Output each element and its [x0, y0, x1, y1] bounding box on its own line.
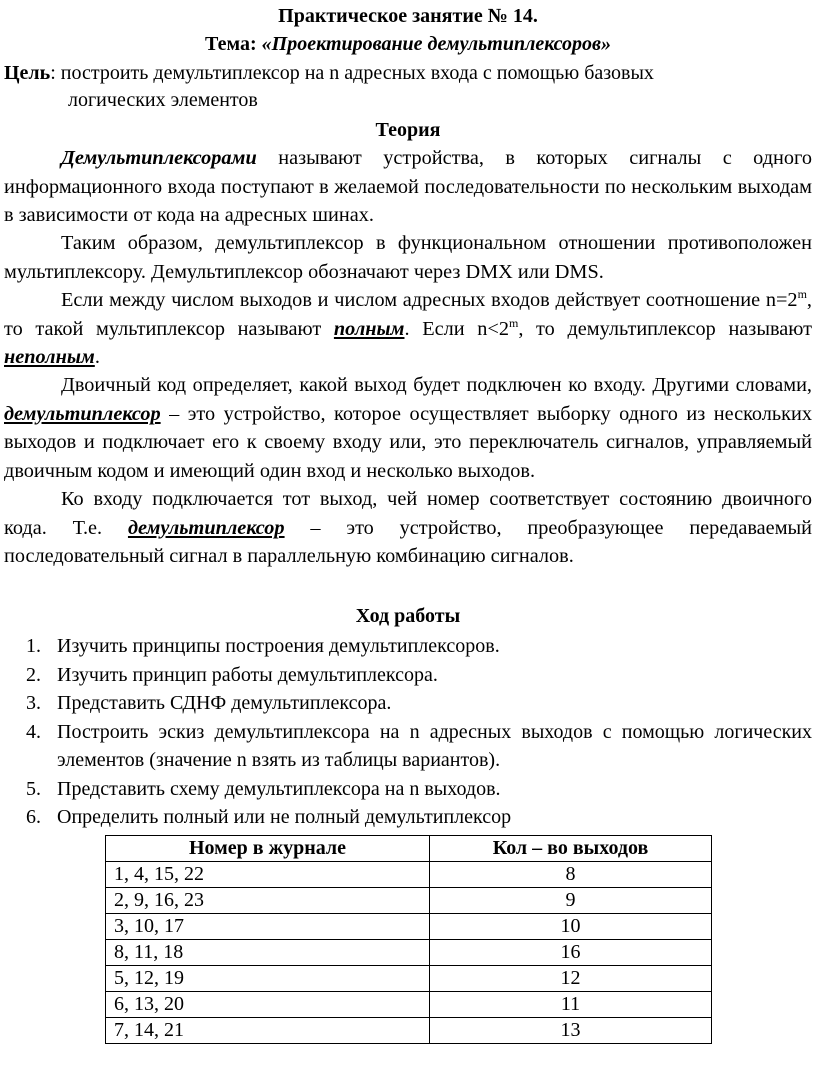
list-item — [4, 718, 812, 775]
term-partial: неполным — [4, 346, 95, 368]
goal-text: : построить демультиплексор на n адресных входа с помощью базовых — [50, 62, 654, 84]
list-item-text: Изучить принцип работы демультиплексора. — [57, 663, 438, 686]
table-cell: 2, 9, 16, 23 — [106, 888, 430, 914]
list-item-number: 3. — [26, 692, 41, 714]
table-header-row — [106, 836, 712, 862]
goal-label: Цель — [4, 62, 51, 84]
list-item — [4, 775, 812, 804]
superscript-m: m — [797, 287, 807, 302]
column-header-journal-number: Номер в журнале — [106, 836, 430, 862]
paragraph-text: , то такой мультиплексор называют — [4, 289, 812, 340]
table-cell: 5, 12, 19 — [106, 966, 430, 992]
table-cell: 16 — [430, 940, 712, 966]
list-item-text: Определить полный или не полный демультиплексор — [57, 806, 512, 828]
paragraph-serial-parallel — [4, 485, 812, 571]
theme-label: Тема — [205, 33, 250, 55]
theory-heading: Теория — [375, 119, 441, 141]
goal-text-continued: логических элементов — [68, 89, 258, 111]
paragraph-full-partial — [4, 286, 812, 372]
table-cell: 13 — [430, 1018, 712, 1044]
table-cell: 1, 4, 15, 22 — [106, 862, 430, 888]
superscript-m: m — [508, 315, 519, 330]
table-row — [106, 966, 712, 992]
term-full: полным — [333, 317, 405, 340]
goal-statement — [4, 60, 794, 114]
table-row — [106, 914, 712, 940]
table-row — [106, 992, 712, 1018]
paragraph-text: Ко входу подключается тот выход, чей номер соответствует состоянию двоичного кода. Т.е. — [4, 488, 812, 539]
list-item-number: 5. — [26, 777, 41, 800]
term-demultiplexer: демультиплексор — [127, 516, 285, 539]
term-demultiplexer: демультиплексор — [4, 402, 161, 425]
table-cell: 9 — [430, 888, 712, 914]
page-title: Практическое занятие № 14. — [278, 5, 538, 27]
table-row — [106, 940, 712, 966]
table-row — [106, 888, 712, 914]
theme-separator: : — [250, 33, 262, 55]
table-row — [106, 1018, 712, 1044]
theme-line — [0, 32, 816, 56]
table-cell: 10 — [430, 914, 712, 940]
list-item — [4, 803, 812, 832]
paragraph-text: . — [94, 346, 100, 368]
table-cell: 8 — [430, 862, 712, 888]
paragraph-opposite: Таким образом, демультиплексор в функциональном отношении противоположен мультиплексору. Демультиплексор обозначают через DMX или DMS. — [4, 232, 812, 283]
paragraph-text: называют устройства, в которых сигналы с одного информационного входа поступают в желаемой последовательности по нескольким выходам в зависимости от кода на адресных шинах. — [4, 147, 812, 226]
table-cell: 8, 11, 18 — [106, 940, 430, 966]
table-cell: 12 — [430, 966, 712, 992]
list-item-text: Представить схему демультиплексора на n выходов. — [57, 777, 501, 800]
list-item-number: 6. — [26, 806, 41, 828]
list-item — [4, 661, 812, 690]
table-cell: 6, 13, 20 — [106, 992, 430, 1018]
paragraph-text: . Если n<2 — [404, 317, 509, 340]
list-item — [4, 632, 812, 661]
list-item-text: Изучить принципы построения демультиплексоров. — [57, 635, 500, 657]
table-cell: 3, 10, 17 — [106, 914, 430, 940]
paragraph-text: , то демультиплексор называют — [518, 317, 812, 340]
list-item-text: Представить СДНФ демультиплексора. — [57, 692, 392, 714]
paragraph-text: Если между числом выходов и числом адресных входов действует соотношение n=2 — [61, 289, 798, 311]
list-item-number: 2. — [26, 663, 41, 686]
list-item-number: 4. — [26, 720, 41, 743]
theme-value: «Проектирование демультиплексоров» — [261, 33, 611, 55]
paragraph-text: Двоичный код определяет, какой выход будет подключен ко входу. Другими словами, — [61, 374, 812, 396]
column-header-outputs-count: Кол – во выходов — [430, 836, 712, 862]
table-row — [106, 862, 712, 888]
work-steps-list — [4, 632, 812, 832]
paragraph-binary-code — [4, 371, 812, 485]
table-cell: 11 — [430, 992, 712, 1018]
paragraph-text: – это устройство, которое осуществляет выборку одного из нескольких выходов и подключает его к своему входу или, это переключатель сигналов, управляемый двоичным кодом и имеющий один вход и несколько выходов. — [4, 402, 812, 482]
term-demultiplexers: Демультиплексорами — [61, 147, 257, 169]
list-item — [4, 689, 812, 718]
list-item-number: 1. — [26, 635, 41, 657]
list-item-text: Построить эскиз демультиплексора на n адресных выходов с помощью логических элементов (значение n взять из таблицы вариантов). — [57, 720, 812, 771]
work-heading: Ход работы — [355, 605, 461, 627]
paragraph-text: – это устройство, преобразующее передаваемый последовательный сигнал в параллельную комбинацию сигналов. — [4, 516, 813, 567]
variants-table — [105, 835, 712, 1044]
table-cell: 7, 14, 21 — [106, 1018, 430, 1044]
paragraph-definition — [4, 144, 812, 230]
